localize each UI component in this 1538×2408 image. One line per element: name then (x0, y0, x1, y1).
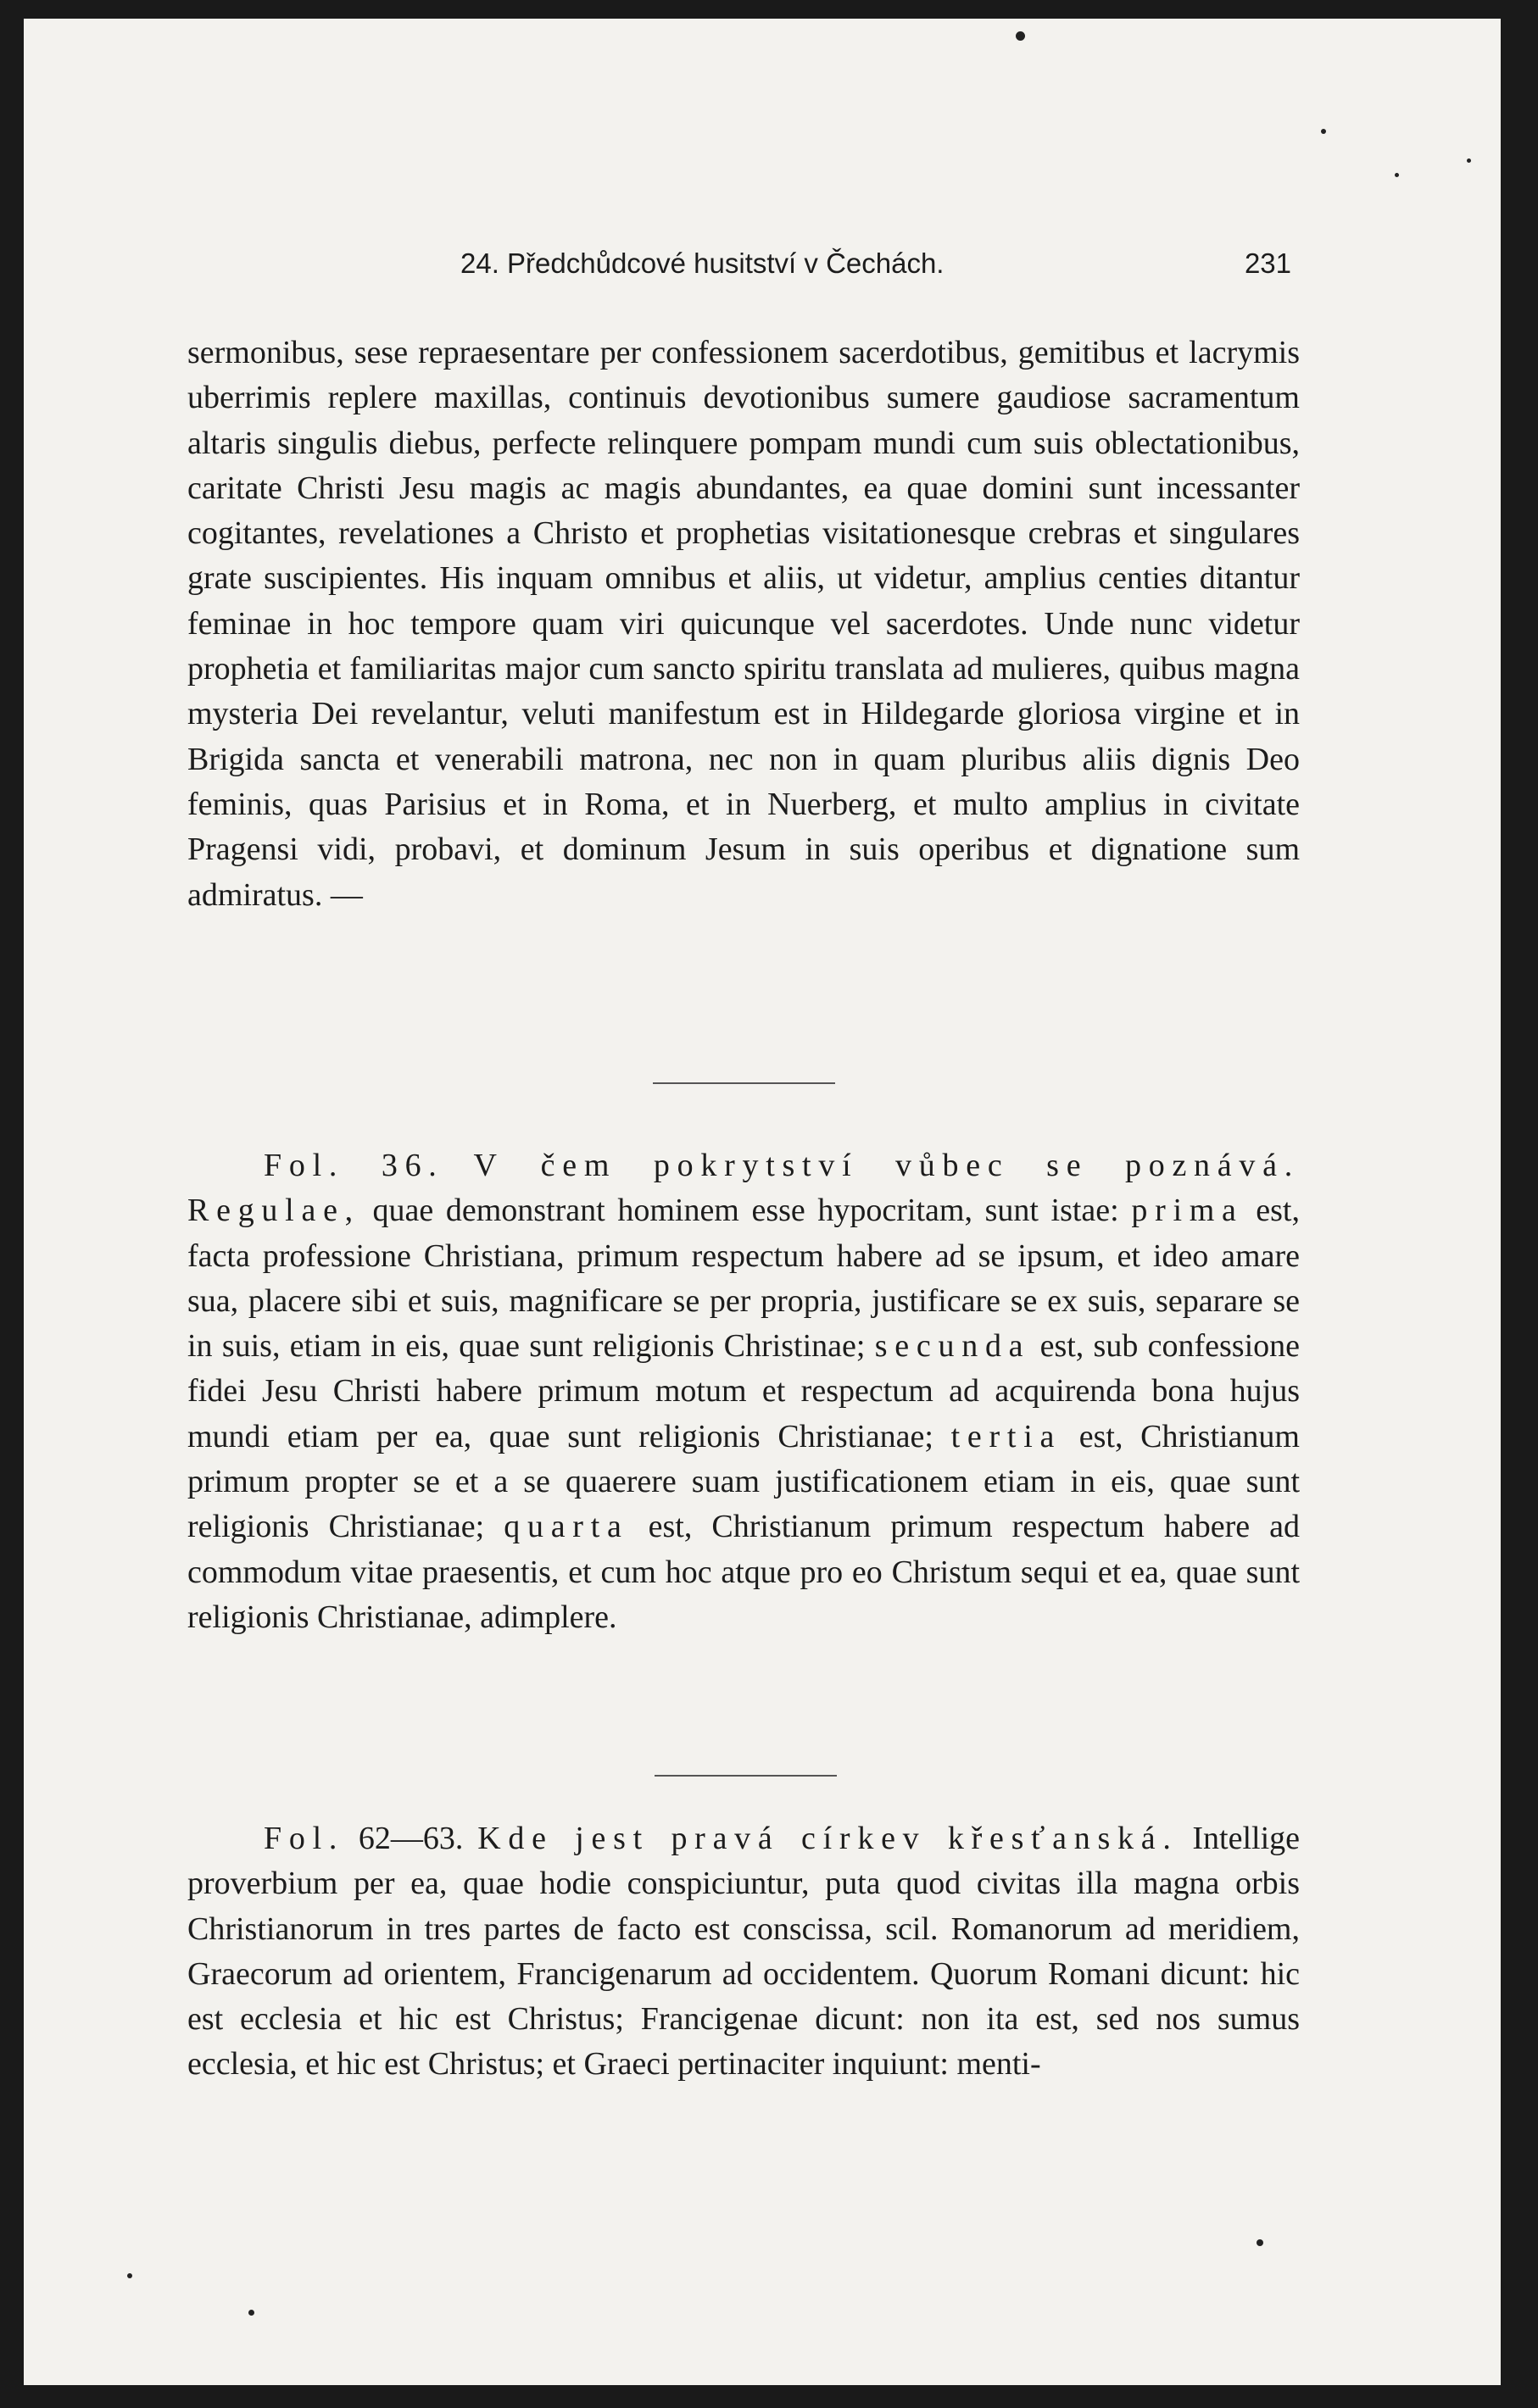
scan-speck (1016, 31, 1025, 41)
fol-reference: Fol. 36. (264, 1148, 444, 1183)
fol-reference: Fol. (264, 1821, 345, 1856)
fol-range: 62—63. (344, 1821, 478, 1856)
text-run: quae demonstrant hominem esse hypocritam, sunt istae: (359, 1193, 1132, 1229)
text-run: est, sub confessione fidei Jesu Christi habere primum motum et respectum ad acquirenda bona hujus mundi etiam per ea, quae sunt religionis Christianae; (187, 1328, 1301, 1454)
intro-paragraph: sermonibus, sese repraesentare per confessionem sacerdotibus, gemitibus et lacrymis uberrimis replere maxillas, continuis devotionibus sumere gaudiose sacramentum altaris singulis diebus, perfecte relinquere pompam mundi cum suis oblectationibus, caritate Christi Jesu magis ac magis abundantes, ea quae domini sunt incessanter cogitantes, revelationes a Christo et prophetias visitationesque crebras et singulares grate suscipientes. His inquam omnibus et aliis, ut videtur, amplius centies ditantur feminae in hoc tempore quam viri quicunque vel sacerdotes. Unde nunc videtur prophetia et familiaritas major cum sancto spiritu translata ad mulieres, quibus magna mysteria Dei revelantur, veluti manifestum est in Hildegarde gloriosa virgine et in Brigida sancta et venerabili matrona, nec non in quam pluribus aliis dignis Deo feminis, quas Parisius et in Roma, et in Nuerberg, et multo amplius in civitate Pragensi vidi, probavi, et dominum Jesum in suis operibus et dignatione sum admiratus. — (187, 335, 1300, 913)
spaced-term-tertia: tertia (950, 1418, 1062, 1454)
section-fol-36 (187, 1143, 1300, 1640)
running-title: 24. Předchůdcové husitství v Čechách. (460, 247, 945, 279)
book-page (24, 19, 1501, 2385)
spaced-term-quarta: quarta (504, 1509, 629, 1545)
scan-speck (1257, 2239, 1263, 2246)
text-run: est, Christianum primum respectum habere ad commodum vitae praesentis, et cum hoc atque pro eo Christum sequi et ea, quae sunt religionis Christianae, adimplere. (187, 1509, 1300, 1635)
section-fol-62 (187, 1816, 1300, 2088)
spaced-term-secunda: secunda (874, 1328, 1031, 1365)
scan-speck (1467, 158, 1471, 163)
section-divider (655, 1775, 837, 1777)
text-run: Intellige proverbium per ea, quae hodie conspiciuntur, puta quod civitas illa magna orbis Christianorum in tres partes de facto est conscissa, scil. Romanorum ad meridiem, Graecorum ad orientem, Francigenarum ad occidentem. Quorum Romani dicunt: hic est ecclesia et hic est Christus; Francigenae dicunt: non ita est, sed nos sumus ecclesia, et hic est Christus; et Graeci pertinaciter inquiunt: menti- (187, 1821, 1301, 2083)
spaced-term-regulae: Regulae, (187, 1193, 360, 1229)
scan-speck (1321, 129, 1326, 134)
page-number: 231 (1244, 247, 1291, 279)
scan-speck (127, 2273, 132, 2278)
scan-speck (248, 2310, 254, 2316)
running-header (460, 247, 1291, 290)
text-run: est, facta professione Christiana, primum respectum habere ad se ipsum, et ideo amare sua, placere sibi et suis, magnificare se per propria, justificare se ex suis, separare se in suis, etiam in eis, quae sunt religionis Christinae; (187, 1193, 1300, 1365)
section-divider (653, 1082, 835, 1084)
section-heading: Kde jest pravá církev křesťanská. (477, 1821, 1179, 1856)
scan-speck (1395, 173, 1399, 177)
text-run: est, Christianum primum propter se et a se quaerere suam justificationem etiam in eis, quae sunt religionis Christianae; (187, 1418, 1300, 1545)
spaced-term-prima: prima (1131, 1193, 1244, 1229)
section-heading: V čem pokrytství vůbec se poznává. (473, 1148, 1300, 1183)
